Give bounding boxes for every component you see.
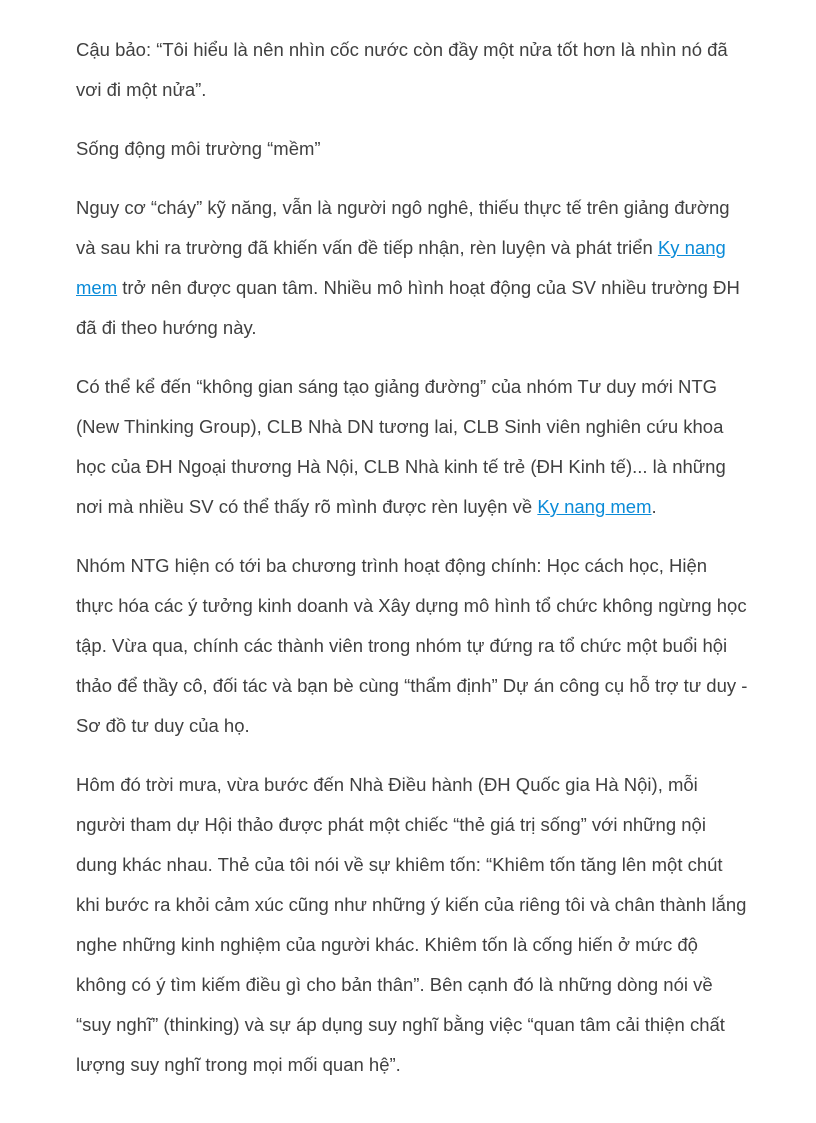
paragraph-skills — [76, 188, 748, 348]
paragraph-workshop: Hôm đó trời mưa, vừa bước đến Nhà Điều hành (ĐH Quốc gia Hà Nội), mỗi người tham dự Hội thảo được phát một chiếc “thẻ giá trị sống” với những nội dung khác nhau. Thẻ của tôi nói về sự khiêm tốn: “Khiêm tốn tăng lên một chút khi bước ra khỏi cảm xúc cũng như những ý kiến của riêng tôi và chân thành lắng nghe những kinh nghiệm của người khác. Khiêm tốn là cống hiến ở mức độ không có ý tìm kiếm điều gì cho bản thân”. Bên cạnh đó là những dòng nói về “suy nghĩ” (thinking) và sự áp dụng suy nghĩ bằng việc “quan tâm cải thiện chất lượng suy nghĩ trong mọi mối quan hệ”. — [76, 774, 747, 1075]
paragraph-quote: Cậu bảo: “Tôi hiểu là nên nhìn cốc nước còn đầy một nửa tốt hơn là nhìn nó đã vơi đi một nửa”. — [76, 39, 728, 100]
section-heading: Sống động môi trường “mềm” — [76, 138, 321, 159]
paragraph-ntg: Nhóm NTG hiện có tới ba chương trình hoạt động chính: Học cách học, Hiện thực hóa các ý tưởng kinh doanh và Xây dựng mô hình tổ chức không ngừng học tập. Vừa qua, chính các thành viên trong nhóm tự đứng ra tổ chức một buổi hội thảo để thầy cô, đối tác và bạn bè cùng “thẩm định” Dự án công cụ hỗ trợ tư duy - Sơ đồ tư duy của họ. — [76, 555, 748, 736]
paragraph-text: trở nên được quan tâm. Nhiều mô hình hoạt động của SV nhiều trường ĐH đã đi theo hướng này. — [76, 277, 740, 338]
paragraph-text: Có thể kể đến “không gian sáng tạo giảng đường” của nhóm Tư duy mới NTG (New Thinking Group), CLB Nhà DN tương lai, CLB Sinh viên nghiên cứu khoa học của ĐH Ngoại thương Hà Nội, CLB Nhà kinh tế trẻ (ĐH Kinh tế)... là những nơi mà nhiều SV có thể thấy rõ mình được rèn luyện về — [76, 376, 726, 517]
paragraph-text: . — [651, 496, 657, 517]
article-body — [76, 30, 748, 1104]
ky-nang-mem-link[interactable]: Ky nang mem — [537, 496, 652, 517]
paragraph-text: Nguy cơ “cháy” kỹ năng, vẫn là người ngô nghê, thiếu thực tế trên giảng đường và sau khi ra trường đã khiến vấn đề tiếp nhận, rèn luyện và phát triển — [76, 197, 730, 258]
paragraph-clubs — [76, 367, 748, 527]
ky-nang-mem-link[interactable]: Ky nang mem — [76, 237, 726, 298]
